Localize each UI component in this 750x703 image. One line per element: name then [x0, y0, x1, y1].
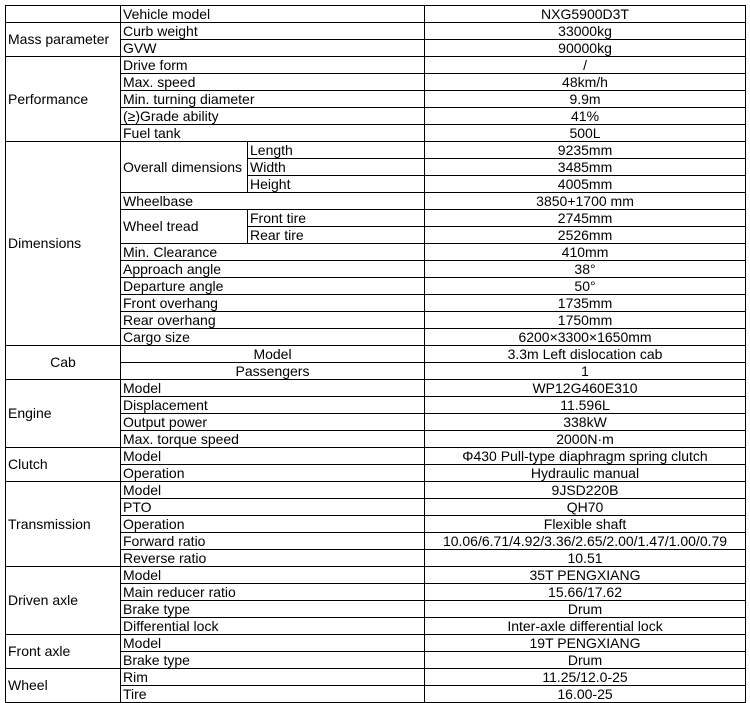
transmission-category: Transmission: [6, 482, 121, 567]
transmission-operation-value: Flexible shaft: [425, 516, 746, 533]
table-row: [6, 635, 746, 652]
torque-speed-label: Max. torque speed: [121, 431, 425, 448]
front-overhang-value: 1735mm: [425, 295, 746, 312]
passengers-value: 1: [425, 363, 746, 380]
cargo-size-value: 6200×3300×1650mm: [425, 329, 746, 346]
wheel-category: Wheel: [6, 669, 121, 703]
departure-angle-value: 50°: [425, 278, 746, 295]
performance-category: Performance: [6, 57, 121, 142]
gvw-value: 90000kg: [425, 40, 746, 57]
max-speed-value: 48km/h: [425, 74, 746, 91]
mass-parameter-category: Mass parameter: [6, 23, 121, 57]
dimensions-category: Dimensions: [6, 142, 121, 346]
table-row: [6, 669, 746, 686]
transmission-model-label: Model: [121, 482, 425, 499]
turning-diameter-label: Min. turning diameter: [121, 91, 425, 108]
wheelbase-value: 3850+1700 mm: [425, 193, 746, 210]
displacement-label: Displacement: [121, 397, 425, 414]
differential-lock-value: Inter-axle differential lock: [425, 618, 746, 635]
reverse-ratio-label: Reverse ratio: [121, 550, 425, 567]
driven-axle-model-value: 35T PENGXIANG: [425, 567, 746, 584]
wheelbase-label: Wheelbase: [121, 193, 425, 210]
length-label: Length: [248, 142, 425, 159]
front-tire-value: 2745mm: [425, 210, 746, 227]
engine-model-value: WP12G460E310: [425, 380, 746, 397]
blank-cell: [6, 6, 121, 23]
displacement-value: 11.596L: [425, 397, 746, 414]
departure-angle-label: Departure angle: [121, 278, 425, 295]
forward-ratio-value: 10.06/6.71/4.92/3.36/2.65/2.00/1.47/1.00/0.79: [425, 533, 746, 550]
drive-form-label: Drive form: [121, 57, 425, 74]
cab-model-label: Model: [121, 346, 425, 363]
clutch-category: Clutch: [6, 448, 121, 482]
table-row: [6, 142, 746, 159]
clutch-operation-value: Hydraulic manual: [425, 465, 746, 482]
rear-tire-value: 2526mm: [425, 227, 746, 244]
overall-dimensions-label: Overall dimensions: [121, 142, 248, 193]
max-speed-label: Max. speed: [121, 74, 425, 91]
grade-ability-label: (≥)Grade ability: [121, 108, 425, 125]
table-row: [6, 448, 746, 465]
grade-ability-value: 41%: [425, 108, 746, 125]
front-tire-label: Front tire: [248, 210, 425, 227]
driven-axle-brake-label: Brake type: [121, 601, 425, 618]
clutch-operation-label: Operation: [121, 465, 425, 482]
front-axle-brake-label: Brake type: [121, 652, 425, 669]
rim-label: Rim: [121, 669, 425, 686]
engine-model-label: Model: [121, 380, 425, 397]
cab-category: Cab: [6, 346, 121, 380]
table-row: [6, 346, 746, 363]
rear-overhang-label: Rear overhang: [121, 312, 425, 329]
reducer-ratio-value: 15.66/17.62: [425, 584, 746, 601]
table-row: [6, 57, 746, 74]
front-overhang-label: Front overhang: [121, 295, 425, 312]
cab-model-value: 3.3m Left dislocation cab: [425, 346, 746, 363]
front-axle-model-label: Model: [121, 635, 425, 652]
rear-tire-label: Rear tire: [248, 227, 425, 244]
curb-weight-value: 33000kg: [425, 23, 746, 40]
height-value: 4005mm: [425, 176, 746, 193]
tire-label: Tire: [121, 686, 425, 703]
gvw-label: GVW: [121, 40, 425, 57]
length-value: 9235mm: [425, 142, 746, 159]
min-clearance-value: 410mm: [425, 244, 746, 261]
drive-form-value: /: [425, 57, 746, 74]
differential-lock-label: Differential lock: [121, 618, 425, 635]
driven-axle-model-label: Model: [121, 567, 425, 584]
vehicle-model-label: Vehicle model: [121, 6, 425, 23]
fuel-tank-label: Fuel tank: [121, 125, 425, 142]
engine-category: Engine: [6, 380, 121, 448]
turning-diameter-value: 9.9m: [425, 91, 746, 108]
transmission-operation-label: Operation: [121, 516, 425, 533]
front-axle-brake-value: Drum: [425, 652, 746, 669]
torque-speed-value: 2000N·m: [425, 431, 746, 448]
vehicle-model-value: NXG5900D3T: [425, 6, 746, 23]
pto-label: PTO: [121, 499, 425, 516]
cargo-size-label: Cargo size: [121, 329, 425, 346]
rear-overhang-value: 1750mm: [425, 312, 746, 329]
wheel-tread-label: Wheel tread: [121, 210, 248, 244]
table-row: [6, 6, 746, 23]
width-value: 3485mm: [425, 159, 746, 176]
table-row: [6, 567, 746, 584]
height-label: Height: [248, 176, 425, 193]
table-row: [6, 23, 746, 40]
reducer-ratio-label: Main reducer ratio: [121, 584, 425, 601]
fuel-tank-value: 500L: [425, 125, 746, 142]
passengers-label: Passengers: [121, 363, 425, 380]
output-power-label: Output power: [121, 414, 425, 431]
rim-value: 11.25/12.0-25: [425, 669, 746, 686]
curb-weight-label: Curb weight: [121, 23, 425, 40]
transmission-model-value: 9JSD220B: [425, 482, 746, 499]
forward-ratio-label: Forward ratio: [121, 533, 425, 550]
vehicle-spec-table: [5, 5, 746, 703]
pto-value: QH70: [425, 499, 746, 516]
width-label: Width: [248, 159, 425, 176]
table-row: [6, 482, 746, 499]
tire-value: 16.00-25: [425, 686, 746, 703]
reverse-ratio-value: 10.51: [425, 550, 746, 567]
front-axle-category: Front axle: [6, 635, 121, 669]
approach-angle-label: Approach angle: [121, 261, 425, 278]
driven-axle-brake-value: Drum: [425, 601, 746, 618]
front-axle-model-value: 19T PENGXIANG: [425, 635, 746, 652]
output-power-value: 338kW: [425, 414, 746, 431]
clutch-model-value: Φ430 Pull-type diaphragm spring clutch: [425, 448, 746, 465]
table-row: [6, 380, 746, 397]
clutch-model-label: Model: [121, 448, 425, 465]
driven-axle-category: Driven axle: [6, 567, 121, 635]
min-clearance-label: Min. Clearance: [121, 244, 425, 261]
approach-angle-value: 38°: [425, 261, 746, 278]
